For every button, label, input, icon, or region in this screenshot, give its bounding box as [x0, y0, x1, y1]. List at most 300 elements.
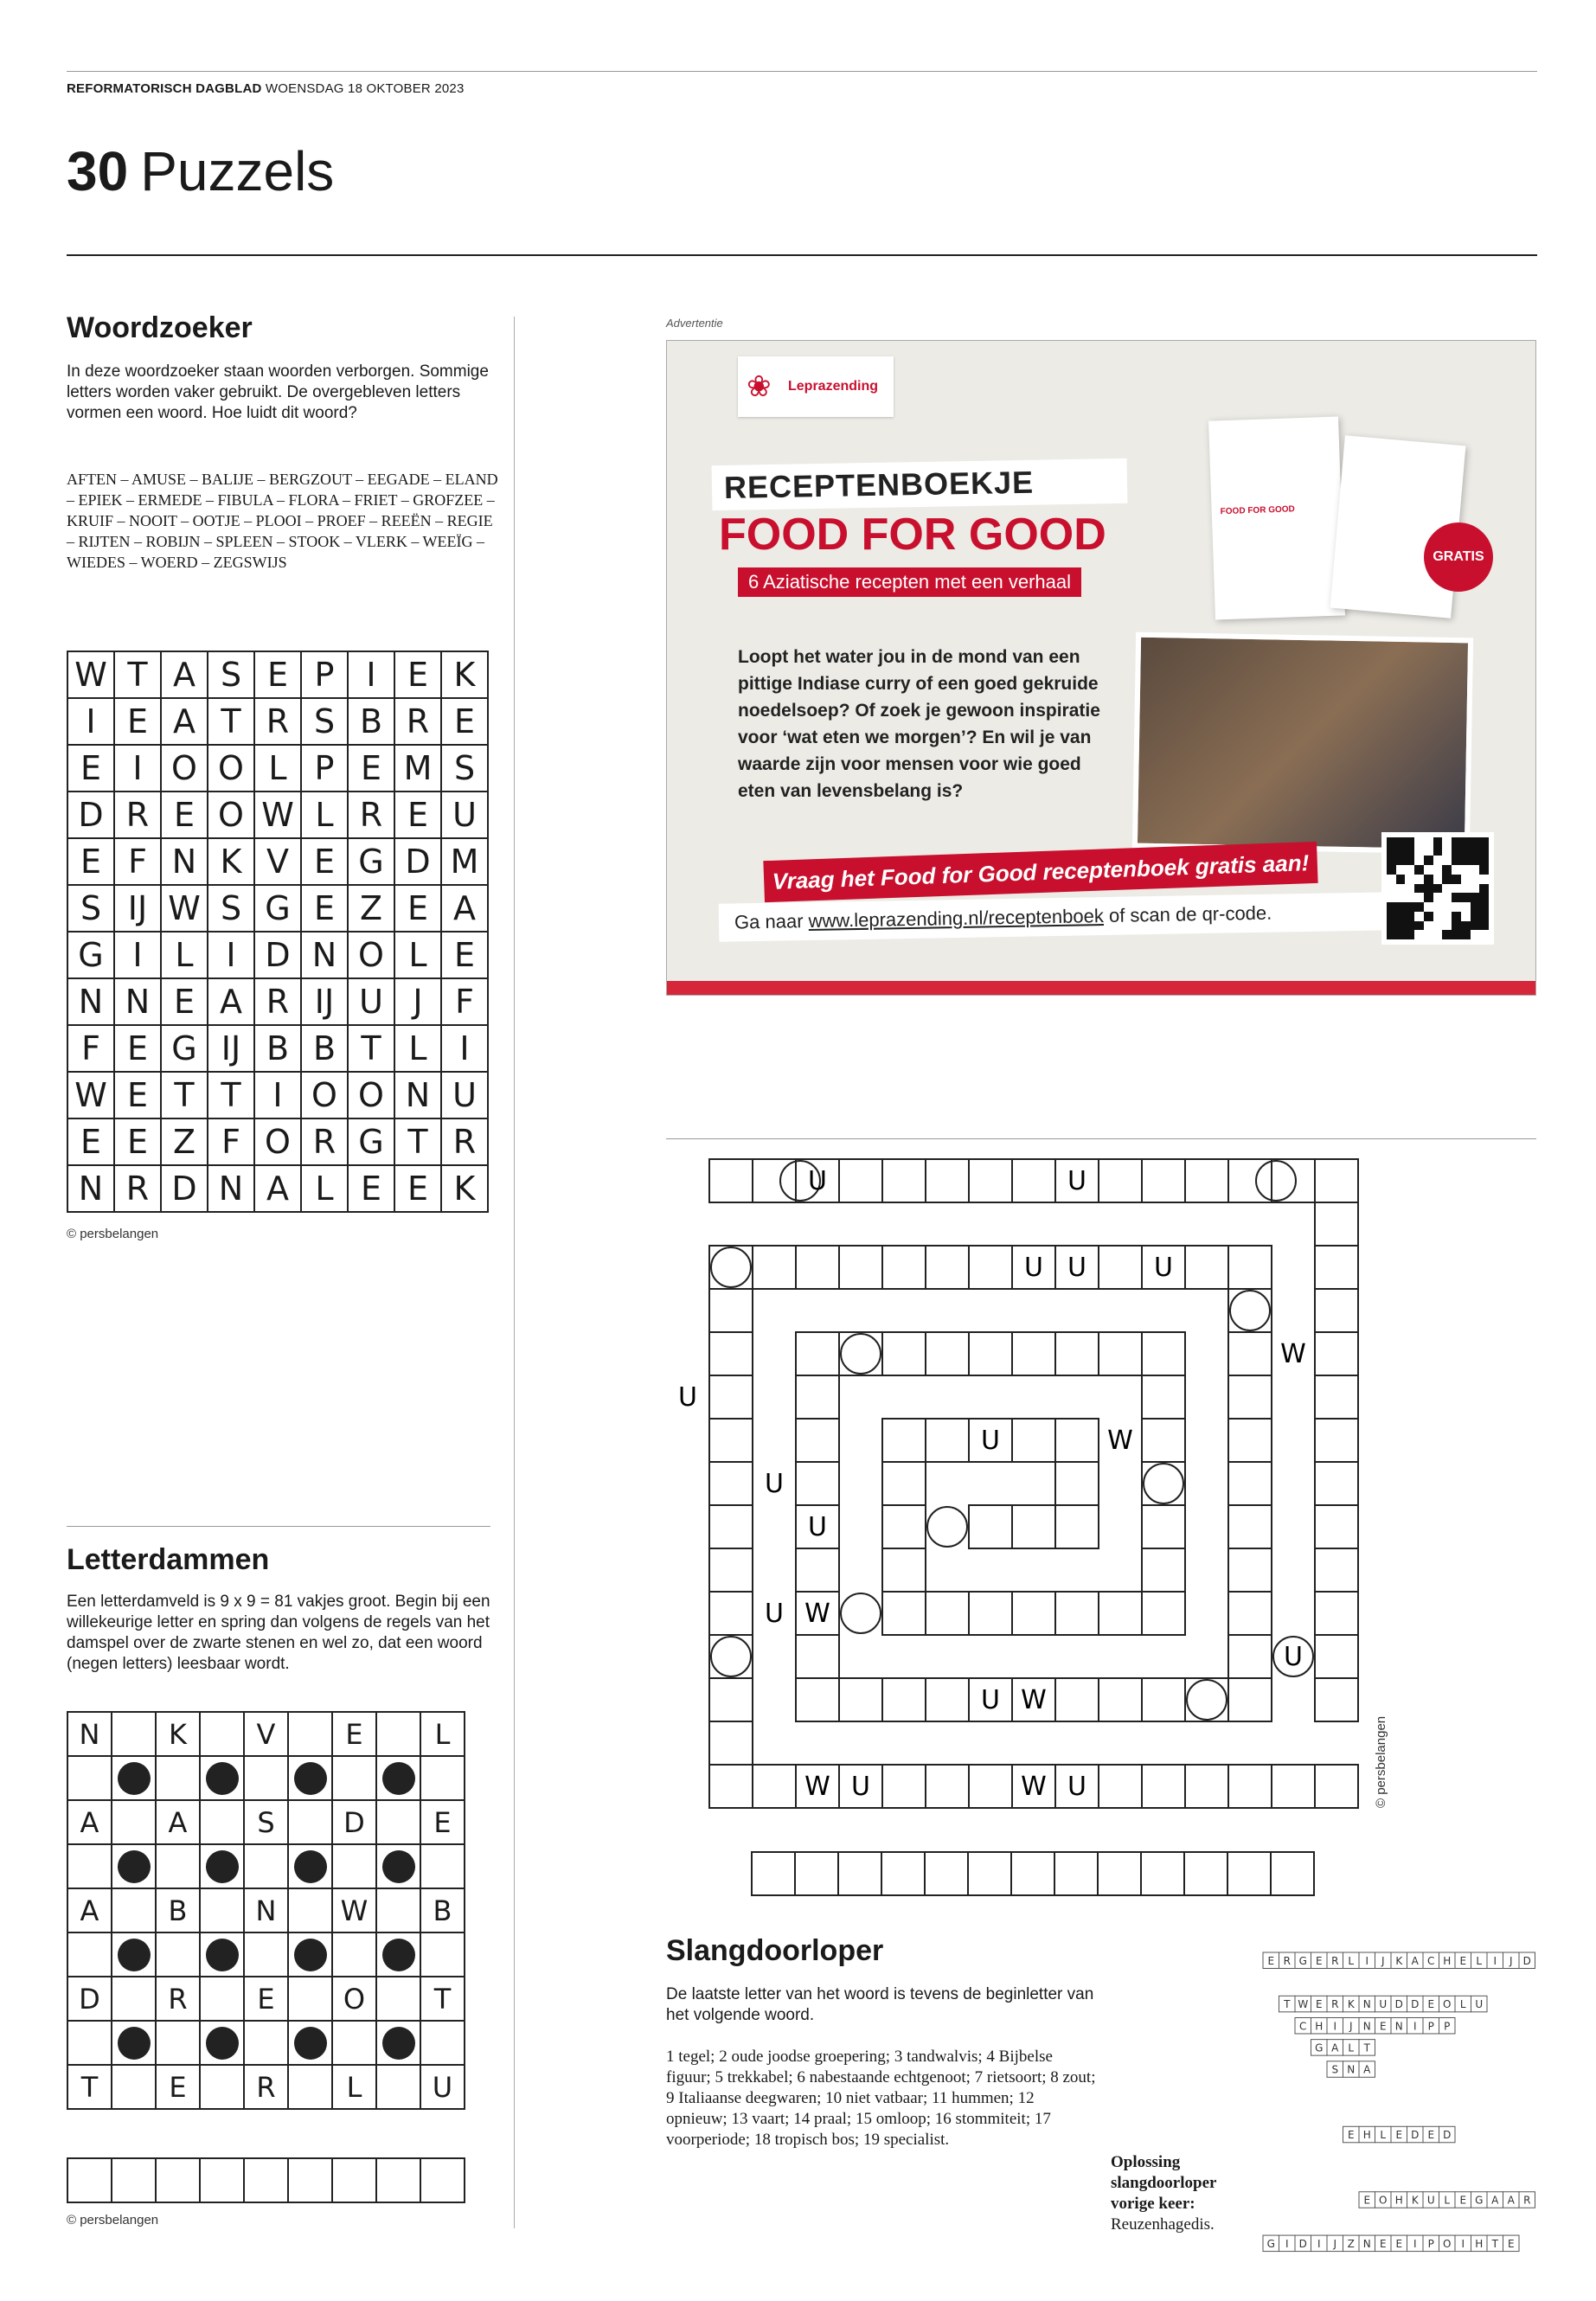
answer-cell[interactable] — [752, 1852, 795, 1895]
snake-cell[interactable] — [1099, 1332, 1142, 1375]
snake-cell[interactable] — [1315, 1548, 1358, 1592]
woordzoeker-cell[interactable]: E — [114, 1118, 161, 1165]
snake-cell[interactable] — [1142, 1332, 1185, 1375]
snake-cell[interactable] — [709, 1419, 753, 1462]
woordzoeker-cell[interactable]: E — [114, 698, 161, 745]
letterdam-cell[interactable] — [200, 1888, 244, 1932]
ad-url-link[interactable]: www.leprazending.nl/receptenboek — [808, 905, 1105, 932]
snake-cell[interactable] — [882, 1592, 926, 1635]
snake-cell[interactable] — [1315, 1159, 1358, 1202]
woordzoeker-cell[interactable]: N — [161, 838, 208, 885]
woordzoeker-cell[interactable]: E — [441, 698, 488, 745]
answer-cell[interactable] — [244, 2158, 288, 2202]
letterdam-cell[interactable] — [420, 2021, 465, 2065]
snake-cell[interactable] — [753, 1159, 796, 1202]
woordzoeker-cell[interactable]: R — [441, 1118, 488, 1165]
snake-cell[interactable] — [1315, 1332, 1358, 1375]
woordzoeker-cell[interactable]: L — [301, 1165, 348, 1212]
answer-cell[interactable] — [112, 2158, 156, 2202]
snake-cell[interactable] — [1099, 1765, 1142, 1808]
woordzoeker-cell[interactable]: E — [394, 792, 441, 838]
snake-cell[interactable] — [1228, 1548, 1272, 1592]
snake-cell[interactable] — [969, 1246, 1012, 1289]
snake-cell[interactable] — [1012, 1592, 1055, 1635]
woordzoeker-cell[interactable]: L — [254, 745, 301, 792]
woordzoeker-cell[interactable]: I — [114, 745, 161, 792]
snake-cell[interactable] — [1315, 1246, 1358, 1289]
snake-cell[interactable] — [839, 1678, 882, 1721]
letterdam-cell[interactable] — [200, 2065, 244, 2109]
woordzoeker-cell[interactable]: W — [254, 792, 301, 838]
snake-cell[interactable] — [1142, 1548, 1185, 1592]
woordzoeker-cell[interactable]: IJ — [301, 978, 348, 1025]
letterdam-cell[interactable] — [156, 1932, 200, 1977]
woordzoeker-cell[interactable]: R — [348, 792, 394, 838]
woordzoeker-cell[interactable]: W — [67, 651, 114, 698]
woordzoeker-cell[interactable]: R — [301, 1118, 348, 1165]
ad-cta-button[interactable]: Vraag het Food for Good receptenboek gratis aan! — [763, 842, 1317, 902]
woordzoeker-cell[interactable]: N — [301, 932, 348, 978]
woordzoeker-cell[interactable]: B — [301, 1025, 348, 1072]
letterdam-cell[interactable]: T — [420, 1977, 465, 2021]
snake-cell[interactable] — [709, 1289, 753, 1332]
woordzoeker-cell[interactable]: R — [114, 1165, 161, 1212]
letterdam-cell[interactable]: E — [332, 1712, 376, 1756]
snake-cell[interactable] — [1012, 1505, 1055, 1548]
snake-cell[interactable] — [1099, 1678, 1142, 1721]
letterdam-cell[interactable] — [244, 2021, 288, 2065]
woordzoeker-cell[interactable]: I — [254, 1072, 301, 1118]
snake-cell[interactable] — [1185, 1678, 1228, 1721]
woordzoeker-cell[interactable]: A — [161, 651, 208, 698]
woordzoeker-cell[interactable]: O — [348, 1072, 394, 1118]
damsteen-cell[interactable] — [112, 2021, 156, 2065]
letterdam-cell[interactable] — [112, 2065, 156, 2109]
answer-cell[interactable] — [156, 2158, 200, 2202]
woordzoeker-cell[interactable]: B — [254, 1025, 301, 1072]
letterdam-cell[interactable] — [67, 2021, 112, 2065]
woordzoeker-cell[interactable]: M — [441, 838, 488, 885]
woordzoeker-cell[interactable]: S — [301, 698, 348, 745]
woordzoeker-cell[interactable]: D — [394, 838, 441, 885]
letterdam-cell[interactable] — [376, 1800, 420, 1844]
woordzoeker-cell[interactable]: O — [254, 1118, 301, 1165]
woordzoeker-cell[interactable]: M — [394, 745, 441, 792]
letterdam-cell[interactable] — [288, 1800, 332, 1844]
snake-cell[interactable] — [882, 1765, 926, 1808]
letterdam-cell[interactable] — [420, 1844, 465, 1888]
letterdammen-answer[interactable] — [67, 2157, 465, 2203]
answer-cell[interactable] — [1011, 1852, 1054, 1895]
snake-cell[interactable] — [1055, 1592, 1099, 1635]
snake-cell[interactable] — [1272, 1765, 1315, 1808]
woordzoeker-cell[interactable]: E — [161, 978, 208, 1025]
woordzoeker-cell[interactable]: E — [394, 651, 441, 698]
woordzoeker-cell[interactable]: N — [208, 1165, 254, 1212]
snake-cell[interactable] — [1315, 1375, 1358, 1419]
woordzoeker-cell[interactable]: R — [394, 698, 441, 745]
woordzoeker-cell[interactable]: IJ — [114, 885, 161, 932]
woordzoeker-cell[interactable]: F — [114, 838, 161, 885]
letterdam-cell[interactable] — [112, 1712, 156, 1756]
snake-cell[interactable] — [1055, 1462, 1099, 1505]
letterdam-cell[interactable] — [288, 2065, 332, 2109]
woordzoeker-cell[interactable]: W — [67, 1072, 114, 1118]
woordzoeker-cell[interactable]: S — [208, 885, 254, 932]
letterdam-cell[interactable]: N — [67, 1712, 112, 1756]
snake-cell[interactable] — [1142, 1765, 1185, 1808]
woordzoeker-cell[interactable]: L — [161, 932, 208, 978]
woordzoeker-cell[interactable]: E — [441, 932, 488, 978]
letterdam-cell[interactable]: W — [332, 1888, 376, 1932]
woordzoeker-cell[interactable]: T — [208, 698, 254, 745]
letterdam-cell[interactable]: A — [67, 1800, 112, 1844]
letterdam-cell[interactable] — [376, 2065, 420, 2109]
woordzoeker-cell[interactable]: A — [208, 978, 254, 1025]
snake-cell[interactable] — [882, 1678, 926, 1721]
snake-cell[interactable] — [1228, 1159, 1272, 1202]
snake-cell[interactable] — [796, 1548, 839, 1592]
woordzoeker-cell[interactable]: T — [394, 1118, 441, 1165]
letterdam-cell[interactable]: L — [420, 1712, 465, 1756]
damsteen-cell[interactable] — [376, 1756, 420, 1800]
letterdam-cell[interactable] — [288, 1888, 332, 1932]
letterdam-cell[interactable] — [332, 1932, 376, 1977]
letterdammen-board[interactable] — [67, 1711, 465, 2110]
woordzoeker-cell[interactable]: A — [254, 1165, 301, 1212]
snake-cell[interactable] — [753, 1246, 796, 1289]
letterdam-cell[interactable]: D — [67, 1977, 112, 2021]
woordzoeker-cell[interactable]: L — [394, 1025, 441, 1072]
letterdam-cell[interactable]: B — [420, 1888, 465, 1932]
letterdam-cell[interactable] — [332, 1756, 376, 1800]
snake-cell[interactable] — [882, 1505, 926, 1548]
woordzoeker-cell[interactable]: O — [208, 745, 254, 792]
woordzoeker-cell[interactable]: U — [441, 792, 488, 838]
woordzoeker-cell[interactable]: L — [394, 932, 441, 978]
snake-cell[interactable] — [1228, 1678, 1272, 1721]
snake-cell[interactable] — [709, 1462, 753, 1505]
snake-cell[interactable] — [1012, 1159, 1055, 1202]
woordzoeker-cell[interactable]: R — [114, 792, 161, 838]
woordzoeker-cell[interactable]: V — [254, 838, 301, 885]
answer-cell[interactable] — [1184, 1852, 1227, 1895]
woordzoeker-cell[interactable]: O — [161, 745, 208, 792]
letterdam-cell[interactable] — [156, 1756, 200, 1800]
woordzoeker-cell[interactable]: E — [394, 1165, 441, 1212]
snake-cell[interactable] — [882, 1419, 926, 1462]
snake-cell[interactable] — [1185, 1765, 1228, 1808]
snake-cell[interactable] — [796, 1246, 839, 1289]
snake-cell[interactable] — [1315, 1635, 1358, 1678]
woordzoeker-grid[interactable] — [67, 651, 489, 1213]
snake-cell[interactable] — [1315, 1419, 1358, 1462]
woordzoeker-cell[interactable]: A — [441, 885, 488, 932]
letterdam-cell[interactable]: K — [156, 1712, 200, 1756]
letterdam-cell[interactable]: T — [67, 2065, 112, 2109]
snake-cell[interactable] — [1315, 1202, 1358, 1246]
answer-cell[interactable] — [1141, 1852, 1184, 1895]
woordzoeker-cell[interactable]: I — [67, 698, 114, 745]
snake-cell[interactable] — [1185, 1246, 1228, 1289]
woordzoeker-cell[interactable]: S — [67, 885, 114, 932]
woordzoeker-cell[interactable]: A — [161, 698, 208, 745]
snake-cell[interactable] — [753, 1765, 796, 1808]
snake-cell[interactable] — [796, 1635, 839, 1678]
letterdam-cell[interactable] — [67, 1932, 112, 1977]
letterdam-cell[interactable]: B — [156, 1888, 200, 1932]
snake-cell[interactable] — [1228, 1419, 1272, 1462]
answer-cell[interactable] — [67, 2158, 112, 2202]
snake-cell[interactable] — [1055, 1678, 1099, 1721]
letterdam-cell[interactable]: E — [156, 2065, 200, 2109]
woordzoeker-cell[interactable]: IJ — [208, 1025, 254, 1072]
woordzoeker-cell[interactable]: I — [114, 932, 161, 978]
snake-cell[interactable] — [882, 1159, 926, 1202]
woordzoeker-cell[interactable]: I — [208, 932, 254, 978]
snake-cell[interactable] — [882, 1548, 926, 1592]
damsteen-cell[interactable] — [288, 1932, 332, 1977]
woordzoeker-cell[interactable]: K — [208, 838, 254, 885]
snake-cell[interactable] — [969, 1159, 1012, 1202]
snake-cell[interactable] — [1142, 1375, 1185, 1419]
damsteen-cell[interactable] — [112, 1844, 156, 1888]
woordzoeker-cell[interactable]: S — [441, 745, 488, 792]
woordzoeker-cell[interactable]: N — [114, 978, 161, 1025]
woordzoeker-cell[interactable]: T — [161, 1072, 208, 1118]
letterdam-cell[interactable] — [244, 1844, 288, 1888]
woordzoeker-cell[interactable]: G — [348, 838, 394, 885]
answer-cell[interactable] — [1227, 1852, 1271, 1895]
snake-cell[interactable] — [709, 1721, 753, 1765]
woordzoeker-cell[interactable]: T — [208, 1072, 254, 1118]
answer-cell[interactable] — [1054, 1852, 1098, 1895]
letterdam-cell[interactable]: O — [332, 1977, 376, 2021]
woordzoeker-cell[interactable]: P — [301, 745, 348, 792]
snake-cell[interactable] — [882, 1246, 926, 1289]
woordzoeker-cell[interactable]: O — [348, 932, 394, 978]
snake-cell[interactable] — [796, 1332, 839, 1375]
woordzoeker-cell[interactable]: E — [67, 838, 114, 885]
snake-cell[interactable] — [926, 1246, 969, 1289]
woordzoeker-cell[interactable]: J — [394, 978, 441, 1025]
snake-cell[interactable] — [1315, 1505, 1358, 1548]
snake-cell[interactable] — [1185, 1159, 1228, 1202]
snake-cell[interactable] — [709, 1505, 753, 1548]
woordzoeker-cell[interactable]: E — [161, 792, 208, 838]
letterdam-cell[interactable]: V — [244, 1712, 288, 1756]
letterdam-cell[interactable] — [244, 1932, 288, 1977]
letterdam-cell[interactable] — [376, 1888, 420, 1932]
letterdam-cell[interactable] — [288, 1712, 332, 1756]
woordzoeker-cell[interactable]: B — [348, 698, 394, 745]
woordzoeker-cell[interactable]: G — [67, 932, 114, 978]
slangdoorloper-grid[interactable] — [666, 1159, 1540, 1834]
woordzoeker-cell[interactable]: P — [301, 651, 348, 698]
woordzoeker-cell[interactable]: E — [114, 1025, 161, 1072]
snake-cell[interactable] — [1272, 1159, 1315, 1202]
snake-cell[interactable] — [709, 1332, 753, 1375]
snake-cell[interactable] — [926, 1159, 969, 1202]
letterdam-cell[interactable] — [112, 1977, 156, 2021]
answer-cell[interactable] — [1271, 1852, 1314, 1895]
letterdam-cell[interactable]: S — [244, 1800, 288, 1844]
letterdam-cell[interactable] — [332, 2021, 376, 2065]
letterdam-cell[interactable] — [200, 1977, 244, 2021]
damsteen-cell[interactable] — [200, 1756, 244, 1800]
answer-cell[interactable] — [925, 1852, 968, 1895]
letterdam-cell[interactable] — [156, 2021, 200, 2065]
snake-cell[interactable] — [969, 1332, 1012, 1375]
letterdam-cell[interactable]: D — [332, 1800, 376, 1844]
letterdam-cell[interactable] — [67, 1844, 112, 1888]
answer-cell[interactable] — [200, 2158, 244, 2202]
woordzoeker-cell[interactable]: N — [67, 1165, 114, 1212]
snake-cell[interactable] — [1228, 1505, 1272, 1548]
letterdam-cell[interactable]: A — [156, 1800, 200, 1844]
snake-cell[interactable] — [1228, 1592, 1272, 1635]
damsteen-cell[interactable] — [112, 1932, 156, 1977]
snake-cell[interactable] — [709, 1635, 753, 1678]
woordzoeker-cell[interactable]: D — [254, 932, 301, 978]
letterdam-cell[interactable] — [200, 1800, 244, 1844]
woordzoeker-cell[interactable]: G — [348, 1118, 394, 1165]
snake-cell[interactable] — [709, 1375, 753, 1419]
woordzoeker-cell[interactable]: W — [161, 885, 208, 932]
answer-cell[interactable] — [420, 2158, 465, 2202]
woordzoeker-cell[interactable]: E — [254, 651, 301, 698]
woordzoeker-cell[interactable]: L — [301, 792, 348, 838]
answer-cell[interactable] — [838, 1852, 881, 1895]
woordzoeker-cell[interactable]: D — [161, 1165, 208, 1212]
answer-cell[interactable] — [968, 1852, 1011, 1895]
letterdam-cell[interactable] — [67, 1756, 112, 1800]
snake-cell[interactable] — [1012, 1419, 1055, 1462]
snake-cell[interactable] — [709, 1678, 753, 1721]
woordzoeker-cell[interactable]: N — [67, 978, 114, 1025]
answer-cell[interactable] — [881, 1852, 925, 1895]
snake-cell[interactable] — [709, 1765, 753, 1808]
letterdam-cell[interactable]: R — [244, 2065, 288, 2109]
woordzoeker-cell[interactable]: R — [254, 698, 301, 745]
answer-cell[interactable] — [332, 2158, 376, 2202]
snake-cell[interactable] — [926, 1765, 969, 1808]
snake-cell[interactable] — [709, 1159, 753, 1202]
answer-cell[interactable] — [288, 2158, 332, 2202]
woordzoeker-cell[interactable]: E — [301, 838, 348, 885]
snake-cell[interactable] — [1142, 1592, 1185, 1635]
woordzoeker-cell[interactable]: E — [348, 745, 394, 792]
letterdam-cell[interactable] — [156, 1844, 200, 1888]
snake-cell[interactable] — [1315, 1765, 1358, 1808]
snake-cell[interactable] — [1228, 1289, 1272, 1332]
snake-cell[interactable] — [882, 1332, 926, 1375]
snake-cell[interactable] — [1142, 1462, 1185, 1505]
answer-cell[interactable] — [795, 1852, 838, 1895]
snake-cell[interactable] — [1099, 1159, 1142, 1202]
woordzoeker-cell[interactable]: O — [301, 1072, 348, 1118]
woordzoeker-cell[interactable]: K — [441, 1165, 488, 1212]
snake-cell[interactable] — [1142, 1678, 1185, 1721]
snake-cell[interactable] — [709, 1548, 753, 1592]
answer-cell[interactable] — [1098, 1852, 1141, 1895]
letterdam-cell[interactable]: A — [67, 1888, 112, 1932]
slangdoorloper-answer[interactable] — [751, 1851, 1315, 1896]
snake-cell[interactable] — [969, 1592, 1012, 1635]
snake-cell[interactable] — [839, 1332, 882, 1375]
snake-cell[interactable] — [1142, 1419, 1185, 1462]
woordzoeker-cell[interactable]: S — [208, 651, 254, 698]
snake-cell[interactable] — [1142, 1159, 1185, 1202]
woordzoeker-cell[interactable]: D — [67, 792, 114, 838]
letterdam-cell[interactable]: E — [420, 1800, 465, 1844]
answer-cell[interactable] — [376, 2158, 420, 2202]
snake-cell[interactable] — [709, 1246, 753, 1289]
woordzoeker-cell[interactable]: N — [394, 1072, 441, 1118]
letterdam-cell[interactable] — [332, 1844, 376, 1888]
snake-cell[interactable] — [1228, 1635, 1272, 1678]
letterdam-cell[interactable] — [200, 1712, 244, 1756]
snake-cell[interactable] — [969, 1765, 1012, 1808]
snake-cell[interactable] — [1099, 1592, 1142, 1635]
damsteen-cell[interactable] — [376, 1932, 420, 1977]
snake-cell[interactable] — [1055, 1419, 1099, 1462]
snake-cell[interactable] — [1315, 1592, 1358, 1635]
snake-cell[interactable] — [1228, 1375, 1272, 1419]
letterdam-cell[interactable]: E — [244, 1977, 288, 2021]
damsteen-cell[interactable] — [376, 1844, 420, 1888]
damsteen-cell[interactable] — [112, 1756, 156, 1800]
letterdam-cell[interactable] — [112, 1800, 156, 1844]
woordzoeker-cell[interactable]: U — [441, 1072, 488, 1118]
advertisement[interactable] — [666, 340, 1536, 996]
woordzoeker-cell[interactable]: Z — [161, 1118, 208, 1165]
woordzoeker-cell[interactable]: U — [348, 978, 394, 1025]
woordzoeker-cell[interactable]: K — [441, 651, 488, 698]
letterdam-cell[interactable] — [288, 1977, 332, 2021]
snake-cell[interactable] — [796, 1678, 839, 1721]
letterdam-cell[interactable] — [112, 1888, 156, 1932]
woordzoeker-cell[interactable]: I — [441, 1025, 488, 1072]
letterdam-cell[interactable] — [420, 1756, 465, 1800]
letterdam-cell[interactable]: U — [420, 2065, 465, 2109]
snake-cell[interactable] — [1315, 1678, 1358, 1721]
woordzoeker-cell[interactable]: E — [67, 745, 114, 792]
snake-cell[interactable] — [926, 1419, 969, 1462]
woordzoeker-cell[interactable]: R — [254, 978, 301, 1025]
letterdam-cell[interactable]: N — [244, 1888, 288, 1932]
damsteen-cell[interactable] — [376, 2021, 420, 2065]
woordzoeker-cell[interactable]: E — [348, 1165, 394, 1212]
snake-cell[interactable] — [839, 1159, 882, 1202]
letterdam-cell[interactable] — [244, 1756, 288, 1800]
damsteen-cell[interactable] — [200, 2021, 244, 2065]
woordzoeker-cell[interactable]: I — [348, 651, 394, 698]
woordzoeker-cell[interactable]: E — [67, 1118, 114, 1165]
snake-cell[interactable] — [796, 1375, 839, 1419]
snake-cell[interactable] — [1055, 1332, 1099, 1375]
woordzoeker-cell[interactable]: E — [301, 885, 348, 932]
woordzoeker-cell[interactable]: G — [161, 1025, 208, 1072]
snake-cell[interactable] — [1228, 1246, 1272, 1289]
snake-cell[interactable] — [796, 1462, 839, 1505]
woordzoeker-cell[interactable]: Z — [348, 885, 394, 932]
snake-cell[interactable] — [926, 1678, 969, 1721]
damsteen-cell[interactable] — [200, 1932, 244, 1977]
snake-cell[interactable] — [839, 1246, 882, 1289]
snake-cell[interactable] — [709, 1592, 753, 1635]
damsteen-cell[interactable] — [288, 1844, 332, 1888]
